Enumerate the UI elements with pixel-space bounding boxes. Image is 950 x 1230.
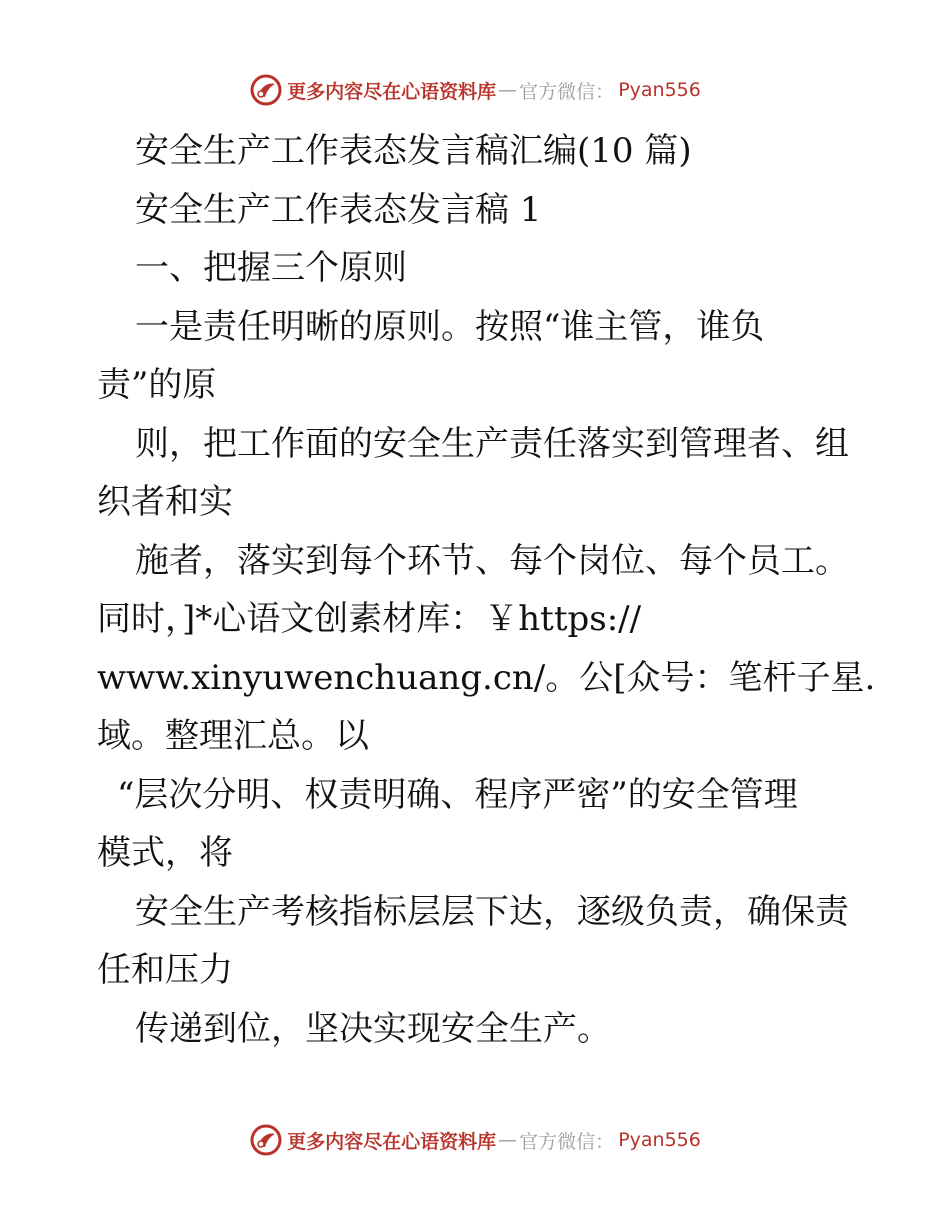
paragraph-line: 同时，]*心语文创素材库：￥https://: [97, 599, 642, 639]
brand-logo-icon: [249, 73, 283, 107]
paragraph-line: 责”的原: [97, 365, 217, 405]
paragraph-line: 则，把工作面的安全生产责任落实到管理者、组: [135, 423, 849, 464]
banner-official-label: 官方微信：: [519, 80, 615, 103]
banner-brand-text: 更多内容尽在心语资料库: [287, 80, 497, 103]
banner-wechat-id: Pyan556: [618, 79, 701, 101]
banner-official-label: 官方微信：: [519, 1130, 615, 1153]
paragraph-line: 织者和实: [97, 482, 233, 522]
paragraph-line: 模式，将: [97, 833, 233, 873]
document-body: [97, 122, 876, 1058]
banner-wechat-id: Pyan556: [618, 1129, 701, 1151]
paragraph-line: 一是责任明晰的原则。按照“谁主管，谁负: [135, 306, 765, 347]
section-title: 安全生产工作表态发言稿 1: [135, 189, 542, 230]
paragraph-line: 安全生产考核指标层层下达，逐级负责，确保责: [135, 891, 849, 932]
paragraph-line: www.xinyuwenchuang.cn/。公[众号：笔杆子星.: [97, 657, 876, 698]
brand-logo-icon: [249, 1123, 283, 1157]
paragraph-line: 域。整理汇总。以: [97, 716, 369, 756]
heading-principles: 一、把握三个原则: [135, 248, 407, 288]
banner-dash: —: [498, 1129, 518, 1151]
banner-brand-text: 更多内容尽在心语资料库: [287, 1130, 497, 1153]
paragraph-line: 传递到位，坚决实现安全生产。: [135, 1008, 611, 1049]
paragraph-line: 任和压力: [97, 950, 233, 990]
watermark-banner-bottom: [0, 1120, 950, 1160]
banner-dash: —: [498, 79, 518, 101]
paragraph-line: 施者，落实到每个环节、每个岗位、每个员工。: [135, 540, 849, 581]
document-title: 安全生产工作表态发言稿汇编(10 篇): [135, 131, 692, 171]
watermark-banner-top: [0, 70, 950, 110]
paragraph-line: “层次分明、权责明确、程序严密”的安全管理: [117, 774, 798, 815]
